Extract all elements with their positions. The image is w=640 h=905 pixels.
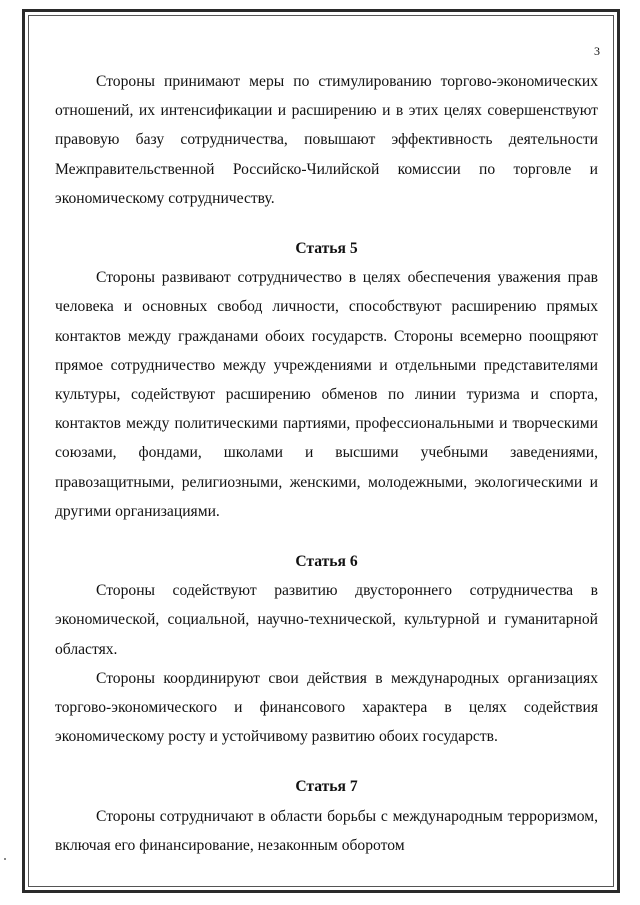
document-body	[55, 67, 598, 860]
article-6-paragraph-2: Стороны координируют свои действия в международных организациях торгово-экономического и финансового характера в целях содействия экономическому росту и устойчивому развитию обоих государств.	[55, 669, 598, 746]
article-7-paragraph: Стороны сотрудничают в области борьбы с международным терроризмом, включая его финансирование, незаконным оборотом	[55, 807, 598, 854]
article-7-heading: Статья 7	[295, 778, 358, 796]
margin-mark	[4, 858, 6, 860]
spacer	[55, 213, 598, 234]
article-6-heading: Статья 6	[295, 553, 358, 571]
article-5-heading: Статья 5	[295, 240, 358, 258]
spacer	[55, 526, 598, 547]
page-number: 3	[594, 44, 600, 58]
spacer	[55, 751, 598, 772]
article-6-paragraph-1: Стороны содействуют развитию двустороннего сотрудничества в экономической, социальной, научно-технической, культурной и гуманитарной областях.	[55, 582, 598, 658]
paragraph-trade-relations: Стороны принимают меры по стимулированию торгово-экономических отношений, их интенсификации и расширению и в этих целях совершенствуют правовую базу сотрудничества, повышают эффективность деятельности Межправительственной Российско-Чилийской комиссии по торговле и экономическому сотрудничеству.	[55, 73, 598, 207]
article-5-paragraph: Стороны развивают сотрудничество в целях обеспечения уважения прав человека и основных свобод личности, способствуют расширению прямых контактов между гражданами обоих государств. Стороны всемерно поощряют прямое сотрудничество между учреждениями и отдельными представителями культуры, содействуют расширению обменов по линии туризма и спорта, контактов между политическими партиями, профессиональными и творческими союзами, фондами, школами и высшими учебными заведениями, правозащитными, религиозными, женскими, молодежными, экологическими и другими организациями.	[55, 269, 598, 520]
